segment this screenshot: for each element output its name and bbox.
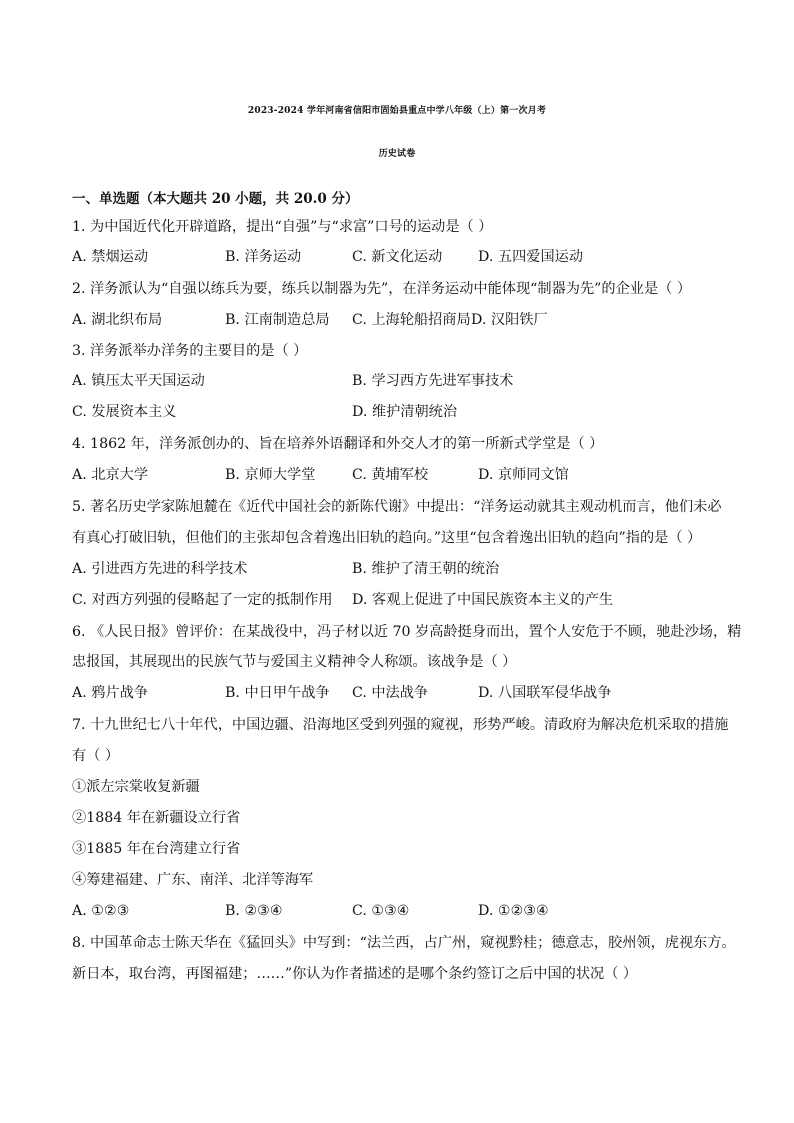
question-8-stem-line-1: 8. 中国革命志士陈天华在《猛回头》中写到：“法兰西，占广州，窥视黔桂；德意志，胶州领，虎视东方。	[72, 935, 736, 951]
question-5-stem-line-2: 有真心打破旧轨，但他们的主张却包含着逸出旧轨的趋向。”这里“包含着逸出旧轨的趋向”指的是（ ）	[72, 530, 702, 546]
question-6-option-d: D. 八国联军侵华战争	[478, 685, 612, 701]
question-1-stem: 1. 为中国近代化开辟道路，提出“自强”与“求富”口号的运动是（ ）	[72, 219, 493, 235]
question-5-option-d: D. 客观上促进了中国民族资本主义的产生	[352, 592, 614, 608]
question-1-option-d: D. 五四爱国运动	[478, 249, 584, 265]
question-2-stem: 2. 洋务派认为“自强以练兵为要，练兵以制器为先”，在洋务运动中能体现“制器为先”的企业是（ ）	[72, 281, 692, 297]
question-2-option-a: A. 湖北织布局	[72, 312, 163, 328]
question-7-option-d: D. ①②③④	[478, 903, 549, 919]
question-7-item-1: ①派左宗棠收复新疆	[72, 779, 200, 795]
question-8-stem-line-2: 新日本，取台湾，再图福建；……”你认为作者描述的是哪个条约签订之后中国的状况（ ）	[72, 966, 638, 982]
question-5-option-a: A. 引进西方先进的科学技术	[72, 561, 248, 577]
question-6-option-b: B. 中日甲午战争	[225, 685, 330, 701]
question-7-stem-line-1: 7. 十九世纪七八十年代，中国边疆、沿海地区受到列强的窥视，形势严峻。清政府为解决危机采取的措施	[72, 717, 729, 733]
question-3-option-c: C. 发展资本主义	[72, 404, 177, 420]
question-4-option-a: A. 北京大学	[72, 467, 149, 483]
question-7-option-b: B. ②③④	[225, 903, 283, 919]
question-3-option-a: A. 镇压太平天国运动	[72, 373, 205, 389]
question-7-item-3: ③1885 年在台湾建立行省	[72, 841, 241, 857]
question-4-option-d: D. 京师同文馆	[478, 467, 569, 483]
question-4-option-b: B. 京师大学堂	[225, 467, 316, 483]
question-3-stem: 3. 洋务派举办洋务的主要目的是（ ）	[72, 343, 308, 359]
question-5-option-b: B. 维护了清王朝的统治	[352, 561, 500, 577]
question-4-option-c: C. 黄埔军校	[352, 467, 429, 483]
question-5-option-c: C. 对西方列强的侵略起了一定的抵制作用	[72, 592, 333, 608]
question-2-option-d: D. 汉阳铁厂	[471, 312, 548, 328]
question-6-option-a: A. 鸦片战争	[72, 685, 149, 701]
question-7-item-4: ④筹建福建、广东、南洋、北洋等海军	[72, 872, 314, 888]
question-7-option-a: A. ①②③	[72, 903, 130, 919]
section-heading: 一、单选题（本大题共 20 小题，共 20.0 分）	[72, 191, 359, 207]
question-6-stem-line-1: 6. 《人民日报》曾评价：在某战役中，冯子材以近 70 岁高龄挺身而出，置个人安危于不顾，驰赴沙场，精	[72, 624, 742, 640]
question-6-option-c: C. 中法战争	[352, 685, 429, 701]
question-1-option-c: C. 新文化运动	[352, 249, 443, 265]
question-1-option-a: A. 禁烟运动	[72, 249, 149, 265]
exam-title: 2023-2024 学年河南省信阳市固始县重点中学八年级（上）第一次月考	[247, 106, 547, 116]
question-3-option-d: D. 维护清朝统治	[352, 404, 458, 420]
question-5-stem-line-1: 5. 著名历史学家陈旭麓在《近代中国社会的新陈代谢》中提出：“洋务运动就其主观动机而言，他们未必	[72, 499, 722, 515]
question-4-stem: 4. 1862 年，洋务派创办的、旨在培养外语翻译和外交人才的第一所新式学堂是（ ）	[72, 436, 604, 452]
question-2-option-c: C. 上海轮船招商局	[352, 312, 471, 328]
question-2-option-b: B. 江南制造总局	[225, 312, 330, 328]
question-7-stem-line-2: 有（ ）	[72, 748, 120, 764]
question-3-option-b: B. 学习西方先进军事技术	[352, 373, 514, 389]
exam-subtitle: 历史试卷	[378, 149, 416, 159]
question-7-item-2: ②1884 年在新疆设立行省	[72, 810, 241, 826]
question-6-stem-line-2: 忠报国，其展现出的民族气节与爱国主义精神令人称颂。该战争是（ ）	[72, 654, 517, 670]
question-7-option-c: C. ①③④	[352, 903, 410, 919]
question-1-option-b: B. 洋务运动	[225, 249, 302, 265]
